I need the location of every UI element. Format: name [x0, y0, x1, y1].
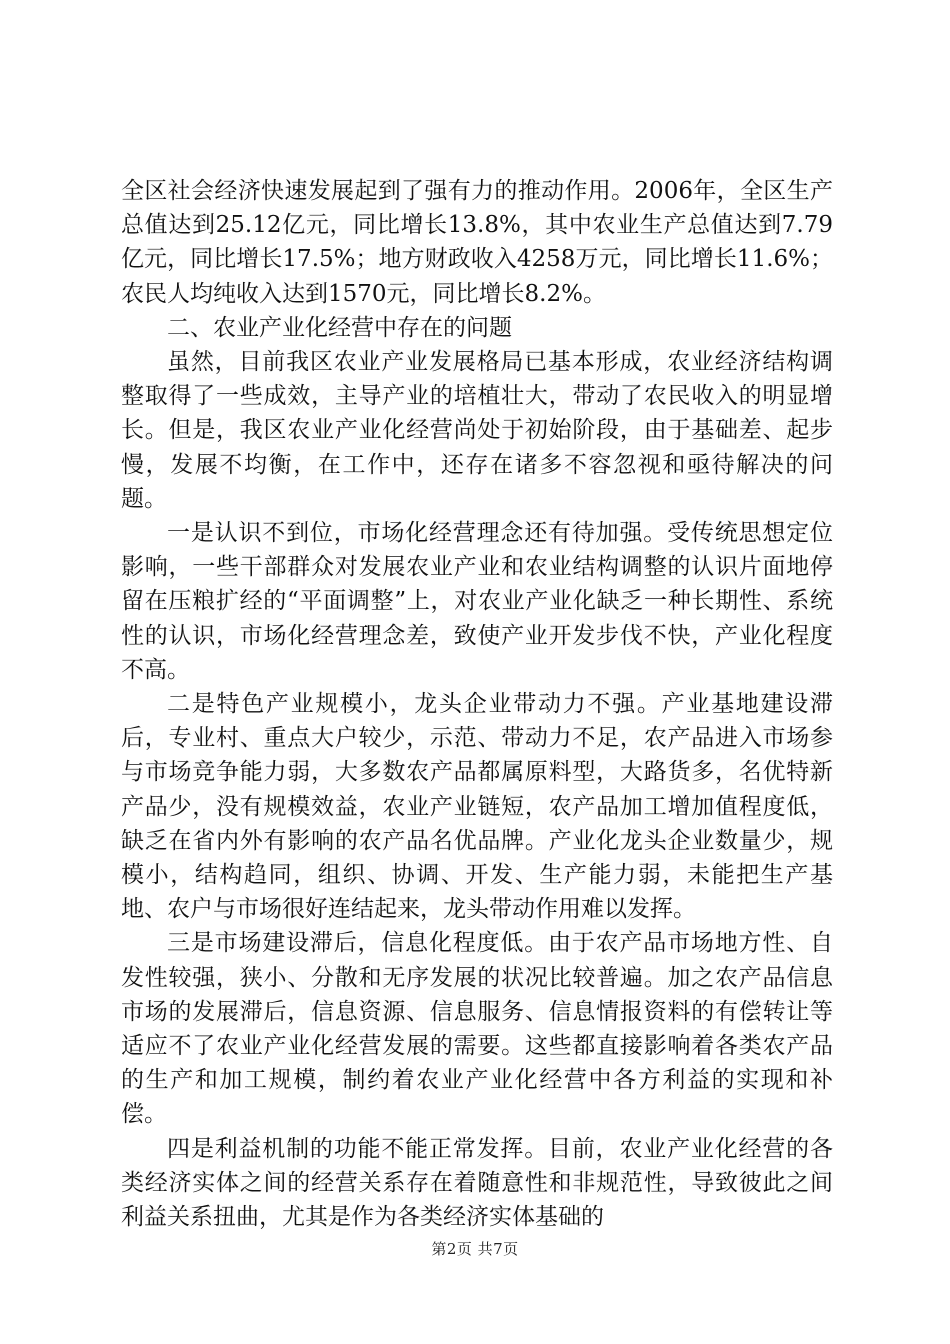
paragraph-problem-one: 一是认识不到位，市场化经营理念还有待加强。受传统思想定位影响，一些干部群众对发展农业产业和农业结构调整的认识片面地停留在压粮扩经的“平面调整”上，对农业产业化缺乏一种长期性、系统性的认识，市场化经营理念差，致使产业开发步伐不快，产业化程度不高。 — [121, 520, 833, 683]
paragraph-problem-two: 二是特色产业规模小，龙头企业带动力不强。产业基地建设滞后，专业村、重点大户较少，示范、带动力不足，农产品进入市场参与市场竞争能力弱，大多数农产品都属原料型，大路货多，名优特新产品少，没有规模效益，农业产业链短，农产品加工增加值程度低，缺乏在省内外有影响的农产品名优品牌。产业化龙头企业数量少，规模小，结构趋同，组织、协调、开发、生产能力弱，未能把生产基地、农户与市场很好连结起来，龙头带动作用难以发挥。 — [121, 691, 833, 923]
paragraph-problem-three: 三是市场建设滞后，信息化程度低。由于农产品市场地方性、自发性较强，狭小、分散和无序发展的状况比较普遍。加之农产品信息市场的发展滞后，信息资源、信息服务、信息情报资料的有偿转让等适应不了农业产业化经营发展的需要。这些都直接影响着各类农产品的生产和加工规模，制约着农业产业化经营中各方利益的实现和补偿。 — [121, 930, 833, 1128]
document-body — [121, 174, 833, 1234]
page-number-footer: 第2页 共7页 — [431, 1240, 519, 1258]
paragraph-problem-four: 四是利益机制的功能不能正常发挥。目前，农业产业化经营的各类经济实体之间的经营关系存在着随意性和非规范性，导致彼此之间利益关系扭曲，尤其是作为各类经济实体基础的 — [121, 1135, 833, 1231]
section-heading-problems: 二、农业产业化经营中存在的问题 — [167, 314, 512, 341]
paragraph-economy-summary: 全区社会经济快速发展起到了强有力的推动作用。2006年，全区生产总值达到25.12亿元，同比增长13.8%，其中农业生产总值达到7.79亿元，同比增长17.5%；地方财政收入4258万元，同比增长11.6%；农民人均纯收入达到1570元，同比增长8.2%。 — [121, 178, 833, 307]
paragraph-overview: 虽然，目前我区农业产业发展格局已基本形成，农业经济结构调整取得了一些成效，主导产业的培植壮大，带动了农民收入的明显增长。但是，我区农业产业化经营尚处于初始阶段，由于基础差、起步慢，发展不均衡，在工作中，还存在诸多不容忽视和亟待解决的问题。 — [121, 349, 833, 512]
